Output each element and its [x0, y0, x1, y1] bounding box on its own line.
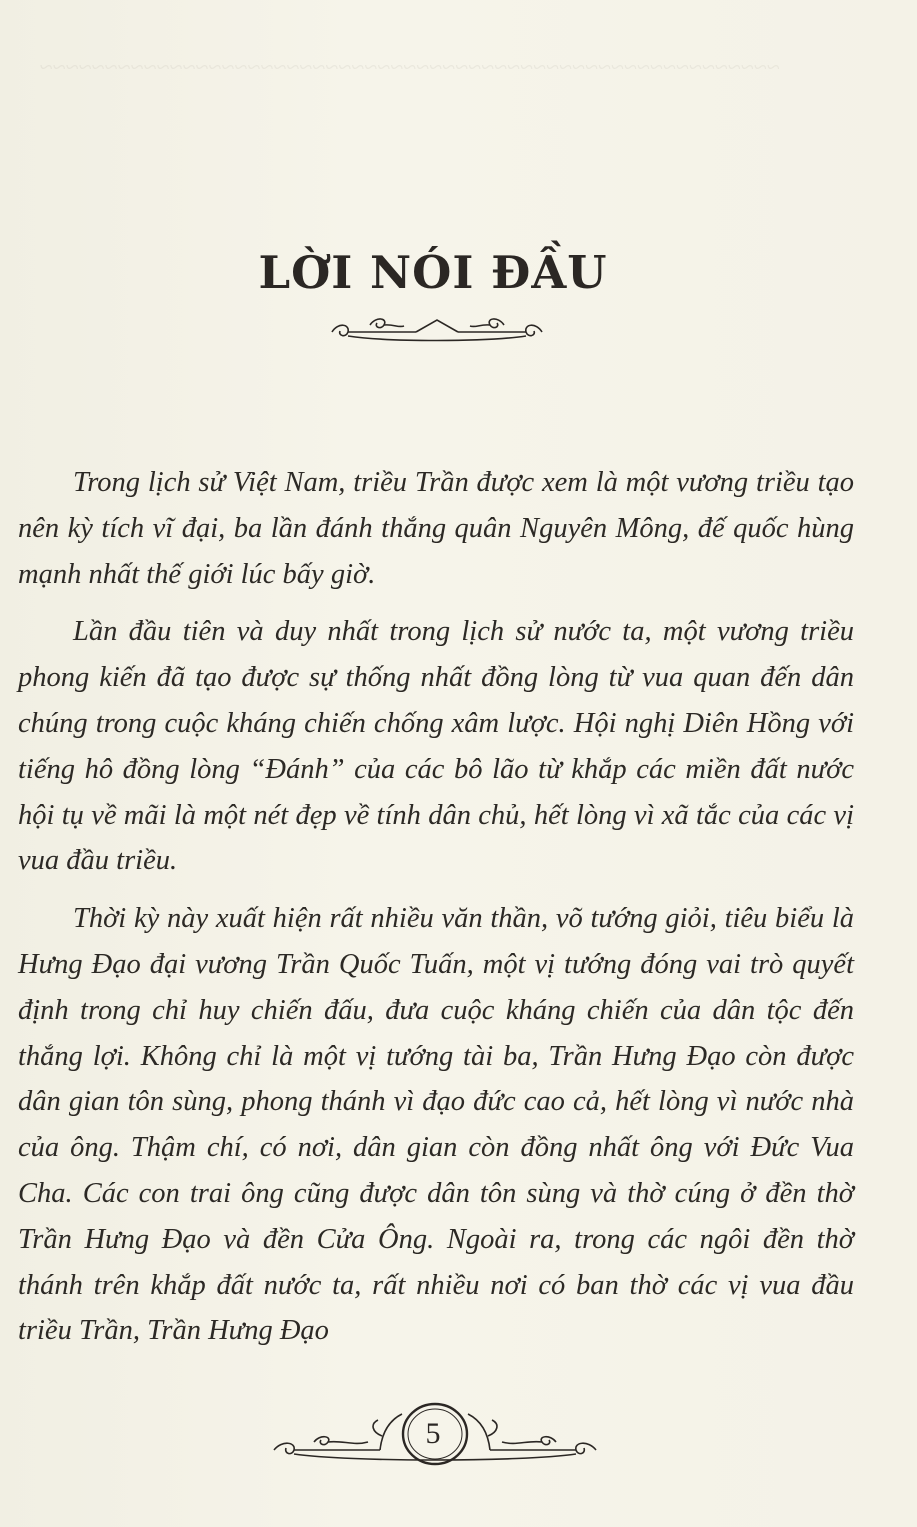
show-through-text: ~~~~~~~~~~~~~~~~~~~~~~~~~~~~~~~~~~~~~~~~~~~~~~~~~~~~~~~~~: [40, 55, 781, 81]
page-title: LỜI NÓI ĐẦU: [258, 246, 608, 299]
preface-body: [18, 460, 854, 1366]
paragraph-3: Thời kỳ này xuất hiện rất nhiều văn thần, võ tướng giỏi, tiêu biểu là Hưng Đạo đại vương Trần Quốc Tuấn, một vị tướng đóng vai trò quyết định trong chỉ huy chiến đấu, đưa cuộc kháng chiến của dân tộc đến thắng lợi. Không chỉ là một vị tướng tài ba, Trần Hưng Đạo còn được dân gian tôn sùng, phong thánh vì đạo đức cao cả, hết lòng vì nước nhà của ông. Thậm chí, có nơi, dân gian còn đồng nhất ông với Đức Vua Cha. Các con trai ông cũng được dân tôn sùng và thờ cúng ở đền thờ Trần Hưng Đạo và đền Cửa Ông. Ngoài ra, trong các ngôi đền thờ thánh trên khắp đất nước ta, rất nhiều nơi có ban thờ các vị vua đầu triều Trần, Trần Hưng Đạo: [18, 903, 854, 1347]
paragraph-2: Lần đầu tiên và duy nhất trong lịch sử nước ta, một vương triều phong kiến đã tạo được sự thống nhất đồng lòng từ vua quan đến dân chúng trong cuộc kháng chiến chống xâm lược. Hội nghị Diên Hồng với tiếng hô đồng lòng “Đánh” của các bô lão từ khắp các miền đất nước hội tụ về mãi là một nét đẹp về tính dân chủ, hết lòng vì xã tắc của các vị vua đầu triều.: [18, 616, 854, 877]
title-flourish-icon: [328, 312, 546, 346]
paragraph-1: Trong lịch sử Việt Nam, triều Trần được xem là một vương triều tạo nên kỳ tích vĩ đại, ba lần đánh thắng quân Nguyên Mông, đế quốc hùng mạnh nhất thế giới lúc bấy giờ.: [18, 467, 854, 590]
page-number: 5: [425, 1417, 441, 1450]
